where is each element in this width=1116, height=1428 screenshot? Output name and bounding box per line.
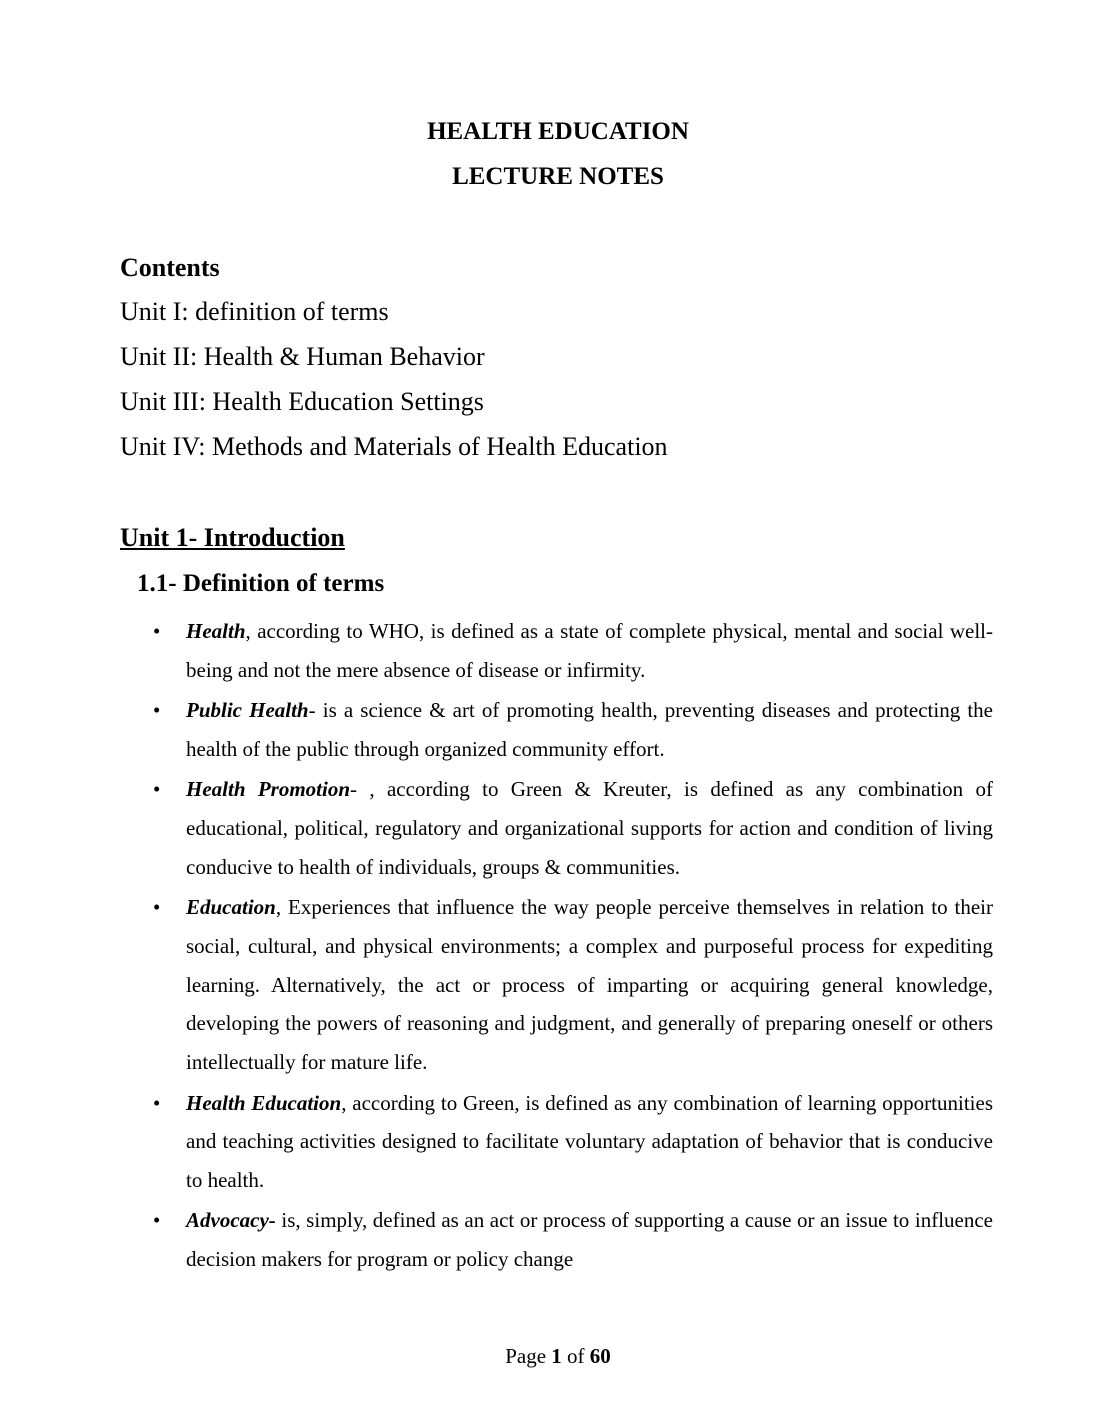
contents-item: Unit I: definition of terms xyxy=(120,297,389,326)
contents-item: Unit II: Health & Human Behavior xyxy=(120,342,485,371)
definition-item xyxy=(148,1084,993,1200)
current-page-number: 1 xyxy=(551,1344,562,1368)
definition-item xyxy=(148,1201,993,1279)
contents-list xyxy=(120,296,668,476)
definition-item xyxy=(148,770,993,886)
bullet-icon: • xyxy=(153,698,161,723)
definition-item xyxy=(148,612,993,690)
definition-term: Advocacy- xyxy=(186,1208,276,1233)
section-heading: 1.1- Definition of terms xyxy=(137,570,385,597)
document-subtitle: LECTURE NOTES xyxy=(452,163,664,190)
definition-term: Health Promotion xyxy=(186,777,351,802)
definition-text: , according to WHO, is defined as a state of complete physical, mental and social well-being and not the mere absence of disease or infirmity. xyxy=(186,619,993,682)
definition-item xyxy=(148,691,993,769)
definition-term: Public Health xyxy=(186,698,309,723)
bullet-icon: • xyxy=(153,777,161,802)
definition-text: , Experiences that influence the way people perceive themselves in relation to their social, cultural, and physical environments; a complex and purposeful process for expediting learning. Alternatively, the act or process of imparting or acquiring general knowledge, developing the powers of reasoning and judgment, and generally of preparing oneself or others intellectually for mature life. xyxy=(186,895,993,1075)
bullet-icon: • xyxy=(153,1090,161,1115)
total-pages-number: 60 xyxy=(589,1344,611,1368)
document-title: HEALTH EDUCATION xyxy=(427,118,689,145)
definitions-list xyxy=(148,612,993,1281)
contents-item: Unit IV: Methods and Materials of Health Education xyxy=(120,432,668,461)
definition-item xyxy=(148,888,993,1082)
definition-term: Education xyxy=(186,895,276,920)
definition-text: - , according to Green & Kreuter, is defined as any combination of educational, political, regulatory and organizational supports for action and condition of living conducive to health of individuals, groups & communities. xyxy=(186,777,994,879)
page-label: Page xyxy=(505,1344,547,1368)
bullet-icon: • xyxy=(153,895,161,920)
definition-text: is, simply, defined as an act or process of supporting a cause or an issue to influence decision makers for program or policy change xyxy=(186,1208,993,1272)
unit-heading: Unit 1- Introduction xyxy=(120,523,345,552)
contents-item: Unit III: Health Education Settings xyxy=(120,387,484,416)
page-footer xyxy=(0,1342,1116,1370)
contents-heading: Contents xyxy=(120,253,220,282)
bullet-icon: • xyxy=(153,1208,161,1233)
definition-text: , according to Green, is defined as any combination of learning opportunities and teaching activities designed to facilitate voluntary adaptation of behavior that is conducive to health. xyxy=(186,1090,993,1193)
definition-text: - is a science & art of promoting health, preventing diseases and protecting the health of the public through organized community effort. xyxy=(186,698,993,761)
definition-term: Health xyxy=(186,619,246,643)
definition-term: Health Education xyxy=(186,1090,342,1115)
of-label: of xyxy=(567,1344,585,1368)
bullet-icon: • xyxy=(153,619,161,643)
